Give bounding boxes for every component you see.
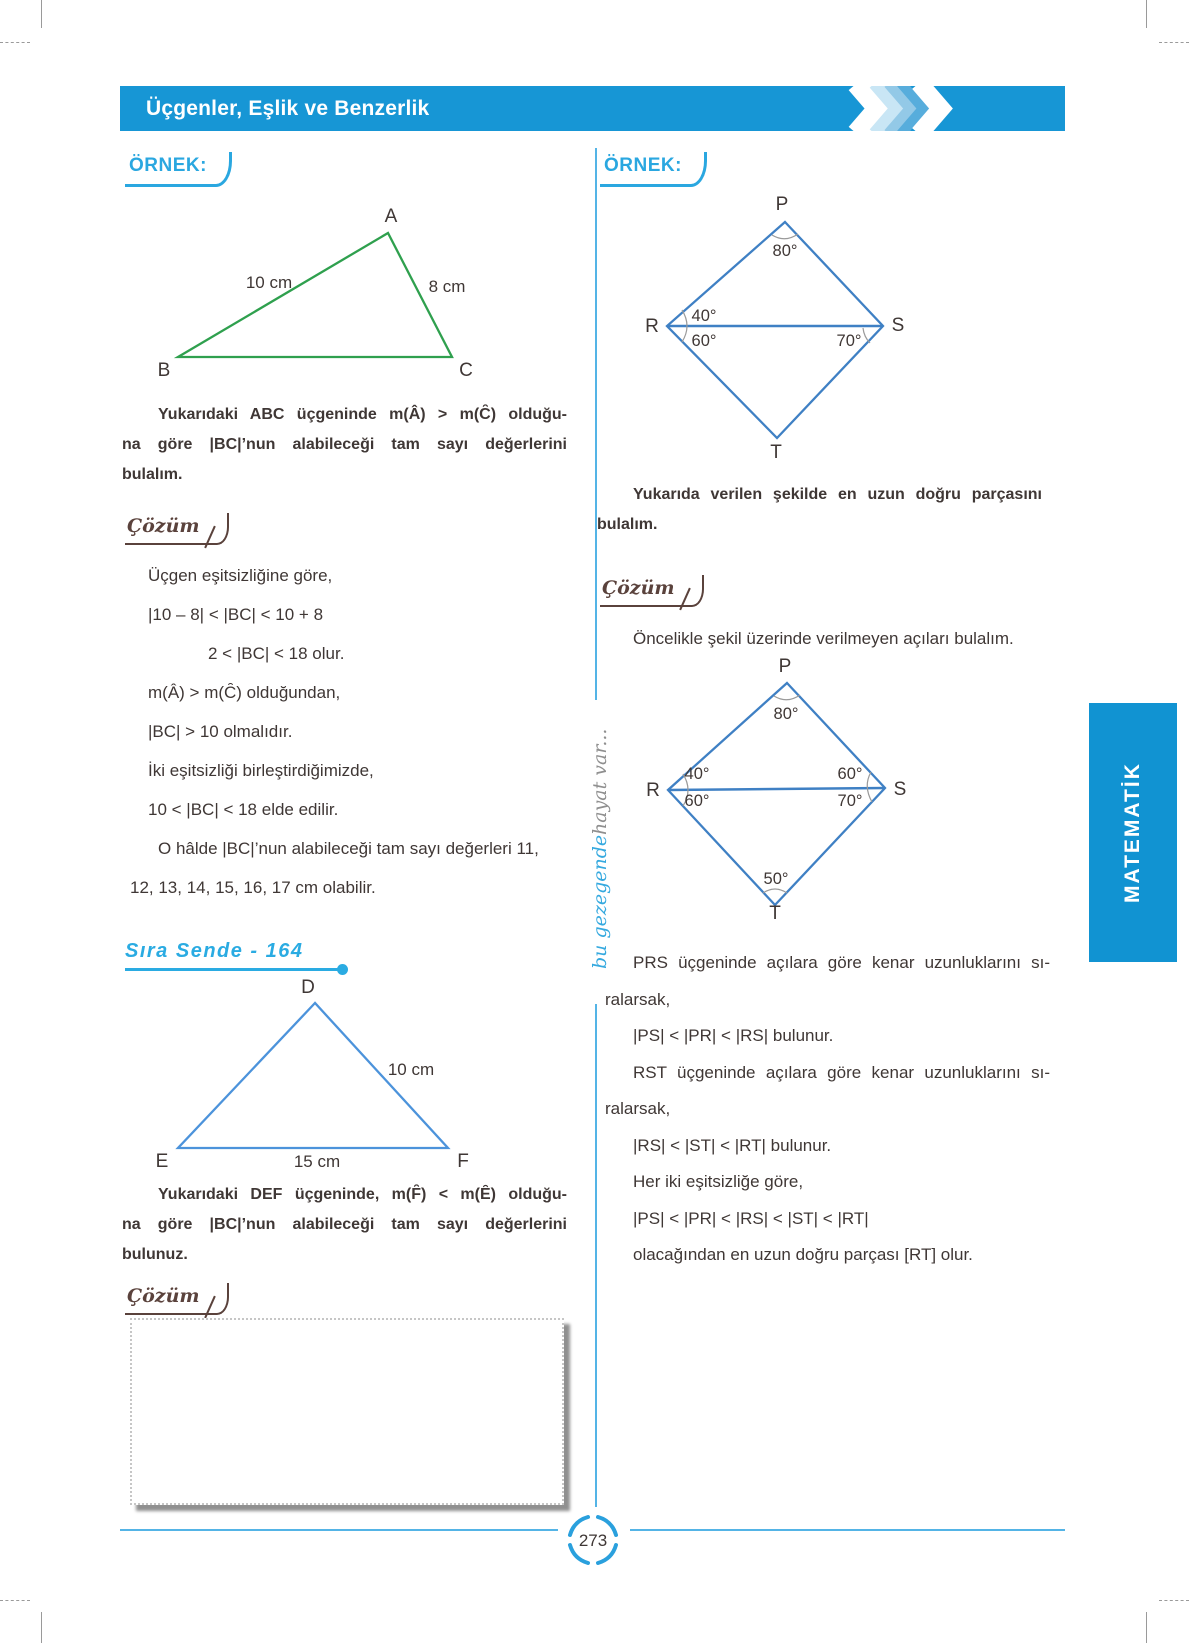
solution-line: 12, 13, 14, 15, 16, 17 cm olabilir. [130,878,376,897]
kite-figure-1 [620,195,960,480]
example-label: ÖRNEK: [125,152,232,187]
side-label: 8 cm [428,277,466,296]
angle-label: 80° [773,705,799,723]
angle-label: 40° [684,765,710,783]
solution-line: 10 < |BC| < 18 elde edilir. [148,800,339,819]
solution-line: Öncelikle şekil üzerinde verilmeyen açıları bulalım. [633,629,1014,648]
vertex-label: D [301,977,315,998]
solution-line: O hâlde |BC|’nun alabileceği tam sayı değerleri 11, [158,839,539,858]
solution-line: |PS| < |PR| < |RS| < |ST| < |RT| [633,1208,869,1228]
crop-mark [1159,42,1189,43]
matematik-tab: MATEMATİK [1089,703,1177,962]
solution-line: Her iki eşitsizliğe göre, [633,1172,804,1191]
solution-line: ralarsak, [605,989,671,1009]
column-divider [595,1004,597,1507]
answer-box [130,1318,564,1505]
dot-icon [337,964,348,975]
solution-label: Çözüm [600,575,704,607]
crop-mark [1146,0,1147,28]
solution-line: |PS| < |PR| < |RS| bulunur. [633,1026,834,1045]
crop-mark [0,42,30,43]
vertex-label: R [645,316,659,337]
side-label: 15 cm [293,1152,341,1171]
crop-mark [41,0,42,28]
vertex-label: F [457,1151,469,1172]
solution-line: |BC| > 10 olmalıdır. [148,722,293,741]
crop-mark [1146,1612,1147,1643]
angle-label: 70° [836,332,862,350]
vertex-label: T [769,903,781,924]
angle-label: 60° [684,792,710,810]
angle-label: 50° [763,870,789,888]
column-divider [595,148,597,700]
crop-mark [0,1600,30,1601]
footer-rule [120,1529,558,1531]
problem-text: Yukarıda verilen şekilde en uzun doğru parçasını bulalım. [597,486,1042,533]
solution-text [605,619,1050,658]
angle-label: 70° [837,792,863,810]
solution-line: m(Â) > m(C̑) olduğundan, [148,683,341,702]
solution-line: PRS üçgeninde açılara göre kenar uzunluklarını sı- [633,953,1050,972]
vertex-label: A [384,206,398,227]
vertex-label: S [893,779,907,800]
crop-mark [41,1612,42,1643]
solution-label: Çözüm [125,1283,229,1315]
problem-text: Yukarıdaki ABC üçgeninde m(Â) > m(C̑) olduğu- na göre |BC|’nun alabileceği tam sayı değerlerini bulalım. [122,406,567,483]
footer-rule [630,1529,1065,1531]
solution-label: Çözüm [125,513,229,545]
vertex-label: P [775,195,789,215]
angle-label: 40° [691,307,717,325]
solution-line: Üçgen eşitsizliğine göre, [148,566,333,585]
crop-mark [1159,1600,1189,1601]
solution-text [130,556,577,907]
solution-line: |10 – 8| < |BC| < 10 + 8 [148,605,324,624]
triangle-abc-figure [120,200,540,390]
page-number: 273 [578,1531,608,1550]
solution-line: 2 < |BC| < 18 olur. [208,644,345,663]
side-label: 10 cm [387,1060,435,1079]
vertex-label: E [155,1151,169,1172]
kite-figure-2 [620,655,960,940]
page-title: Üçgenler, Eşlik ve Benzerlik [146,96,430,120]
vertex-label: C [459,360,473,381]
example-label: ÖRNEK: [600,152,707,187]
sira-sende-label: Sıra Sende - 164 [125,940,343,971]
angle-label: 60° [691,332,717,350]
handwritten-note: bu gezegende hayat var... [589,728,611,970]
vertex-label: R [646,780,660,801]
solution-text [605,945,1050,1274]
chevron-right-icon [840,86,970,131]
triangle-def-figure [120,975,540,1175]
solution-line: İki eşitsizliği birleştirdiğimizde, [148,761,374,780]
vertex-label: P [778,656,792,677]
page-number-ornament [558,1505,628,1575]
solution-line: ralarsak, [605,1099,671,1118]
solution-line: RST üçgeninde açılara göre kenar uzunluklarını sı- [633,1062,1050,1082]
side-label: 10 cm [245,273,293,292]
angle-label: 80° [772,242,798,260]
angle-label: 60° [837,765,863,783]
vertex-label: B [157,360,171,381]
solution-line: olacağından en uzun doğru parçası [RT] olur. [633,1245,973,1264]
vertex-label: S [891,315,905,336]
header-bar [120,86,1065,131]
problem-text: Yukarıdaki DEF üçgeninde, m(F̑) < m(Ȇ) olduğu- na göre |BC|’nun alabileceği tam sayı değerlerini bulunuz. [122,1186,567,1263]
vertex-label: T [770,442,782,463]
solution-line: |RS| < |ST| < |RT| bulunur. [633,1135,832,1155]
